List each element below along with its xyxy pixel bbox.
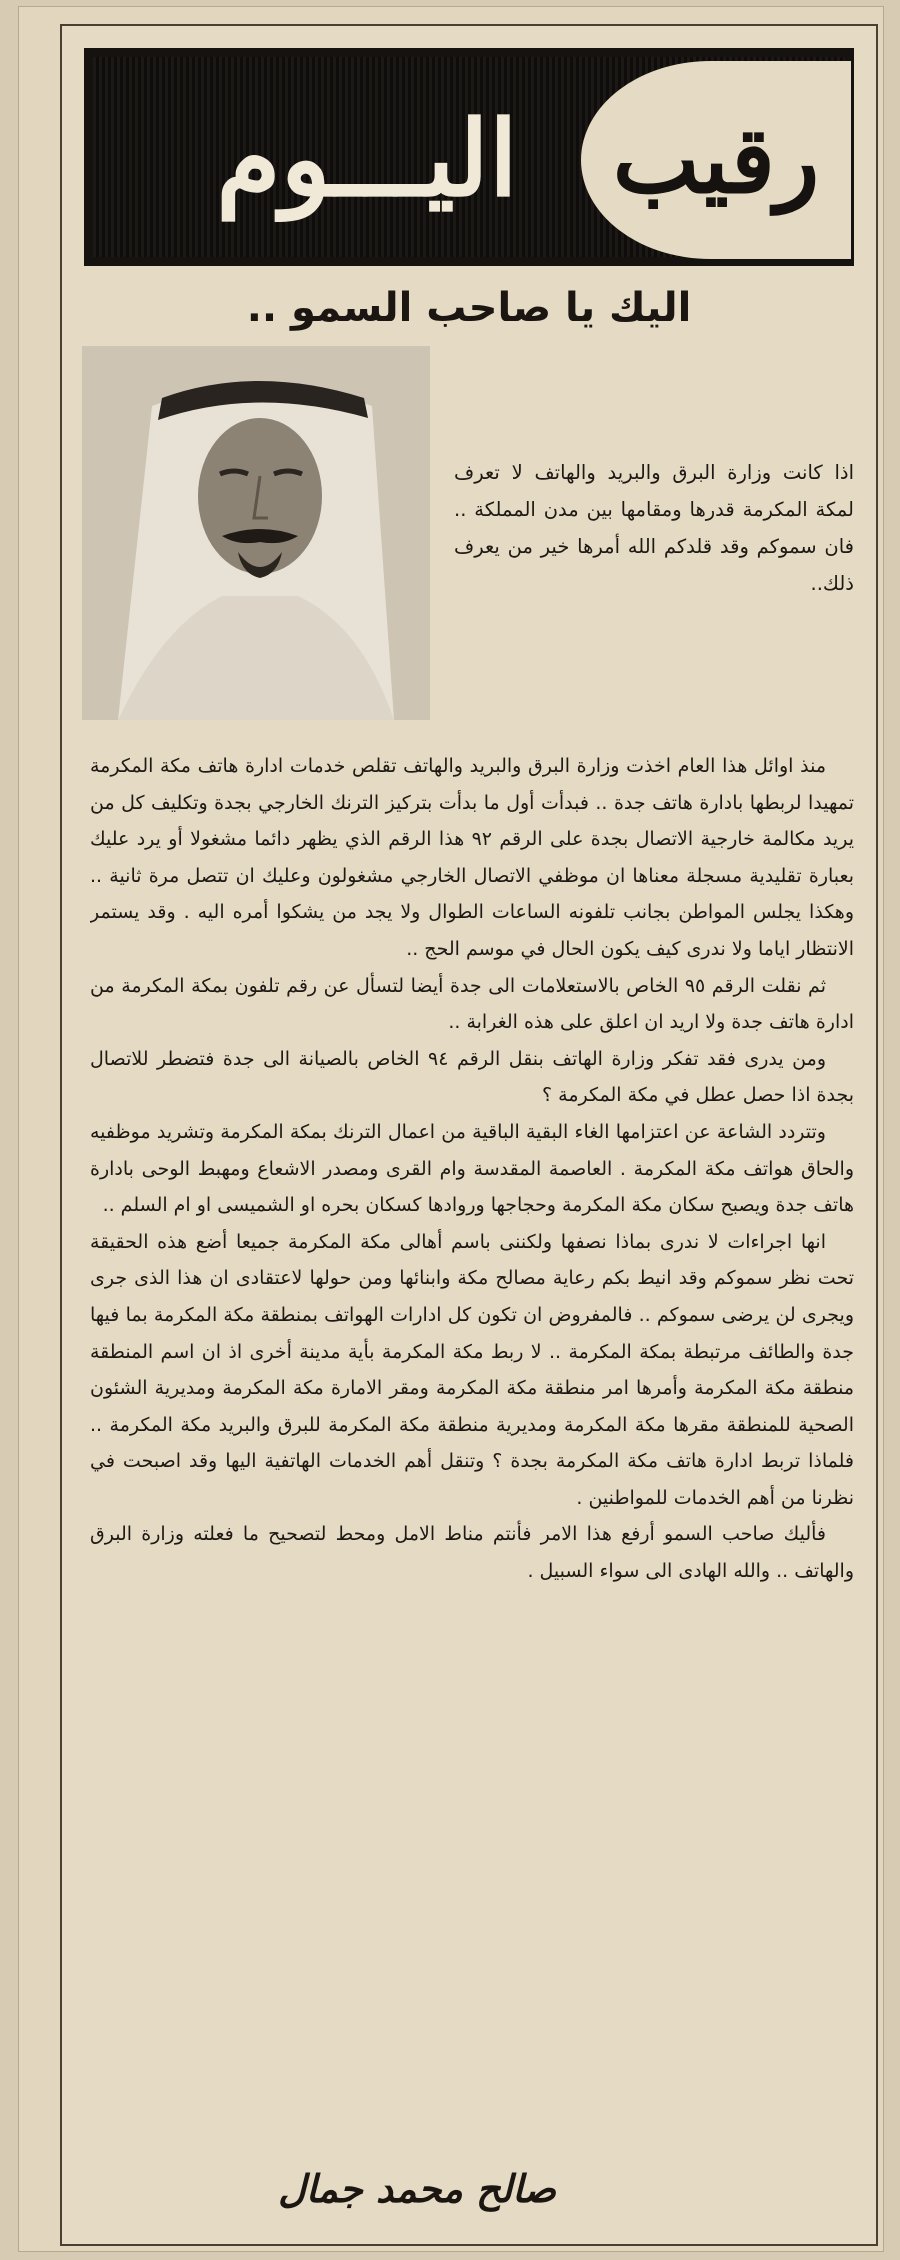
author-portrait-photo xyxy=(82,346,430,720)
body-paragraph: انها اجراءات لا ندرى بماذا نصفها ولكننى باسم أهالى مكة المكرمة جميعا أضع هذه الحقيقة تحت نظر سموكم وقد انيط بكم رعاية مصالح مكة وابنائها ومن حولها لاعتقادى ان هذا الذى جرى ويجرى لن يرضى سموكم .. فالمفروض ان تكون كل ادارات الهواتف بمنطقة مكة المكرمة بما فيها جدة والطائف مرتبطة بمكة المكرمة .. لا ربط مكة المكرمة بأية مدينة أخرى اذ ان اسم المنطقة منطقة مكة المكرمة وأمرها امر منطقة مكة المكرمة ومقر الامارة مكة المكرمة ومديرية الشئون الصحية للمنطقة مقرها مكة المكرمة ومديرية منطقة مكة المكرمة للبرق والبريد مكة المكرمة .. فلماذا تربط ادارة هاتف مكة المكرمة بجدة ؟ وتنقل أهم الخدمات الهاتفية اليها وقد اصبحت في نظرنا من أهم الخدمات للمواطنين . xyxy=(90,1230,854,1509)
body-paragraph: منذ اوائل هذا العام اخذت وزارة البرق والبريد والهاتف تقلص خدمات ادارة هاتف مكة المكرمة تمهيدا لربطها بادارة هاتف جدة .. فبدأت أول ما بدأت بتركيز الترنك الخارجي بجدة وتكليف كل من يريد مكالمة خارجية الاتصال بجدة على الرقم ٩٢ هذا الرقم الذي يظهر دائما مشغولا أو يرد عليك بعبارة تقليدية مسجلة معناها ان موظفي الاتصال الخارجي مشغولون وعليك ان تتصل مرة ثانية .. وهكذا يجلس المواطن بجانب تلفونه الساعات الطوال ولا يجد من يشكوا أمره اليه . وقد يستمر الانتظار اياما ولا ندرى كيف يكون الحال في موسم الحج .. xyxy=(90,755,854,960)
body-paragraph: ثم نقلت الرقم ٩٥ الخاص بالاستعلامات الى جدة أيضا لتسأل عن رقم تلفون بمكة المكرمة من ادارة هاتف جدة ولا اريد ان اعلق على هذه الغرابة .. xyxy=(90,974,854,1034)
portrait-illustration xyxy=(82,346,430,720)
article-frame xyxy=(60,24,878,2246)
body-paragraph: فأليك صاحب السمو أرفع هذا الامر فأنتم مناط الامل ومحط لتصحيح ما فعلته وزارة البرق والهاتف .. والله الهادى الى سواء السبيل . xyxy=(90,1523,854,1583)
masthead-title-text: اليـــوم xyxy=(216,97,518,220)
masthead-badge xyxy=(581,61,851,259)
headline-text: اليك يا صاحب السمو .. xyxy=(246,285,692,331)
body-paragraph: ومن يدرى فقد تفكر وزارة الهاتف بنقل الرقم ٩٤ الخاص بالصيانة الى جدة فتضطر للاتصال بجدة اذا حصل عطل في مكة المكرمة ؟ xyxy=(90,1047,854,1107)
column-masthead xyxy=(84,48,854,266)
article-headline xyxy=(84,276,854,340)
masthead-title xyxy=(157,79,577,239)
author-signature: صالح محمد جمال xyxy=(278,2166,556,2211)
intro-paragraph: اذا كانت وزارة البرق والبريد والهاتف لا تعرف لمكة المكرمة قدرها ومقامها بين مدن المملكة .. فان سموكم وقد قلدكم الله أمرها خير من يعرف ذلك.. xyxy=(454,461,854,595)
newspaper-clipping xyxy=(18,6,884,2252)
body-paragraph: وتتردد الشاعة عن اعتزامها الغاء البقية الباقية من اعمال الترنك بمكة المكرمة وتشريد موظفيه والحاق هواتف مكة المكرمة . العاصمة المقدسة وام القرى ومصدر الاشعاع ومهبط الوحى بادارة هاتف جدة ويصبح سكان مكة المكرمة وحجاجها وروادها كسكان بحره او الشميسى او ام السلم .. xyxy=(90,1120,854,1217)
article-body xyxy=(90,748,854,2038)
masthead-badge-text: رقيب xyxy=(612,106,820,214)
